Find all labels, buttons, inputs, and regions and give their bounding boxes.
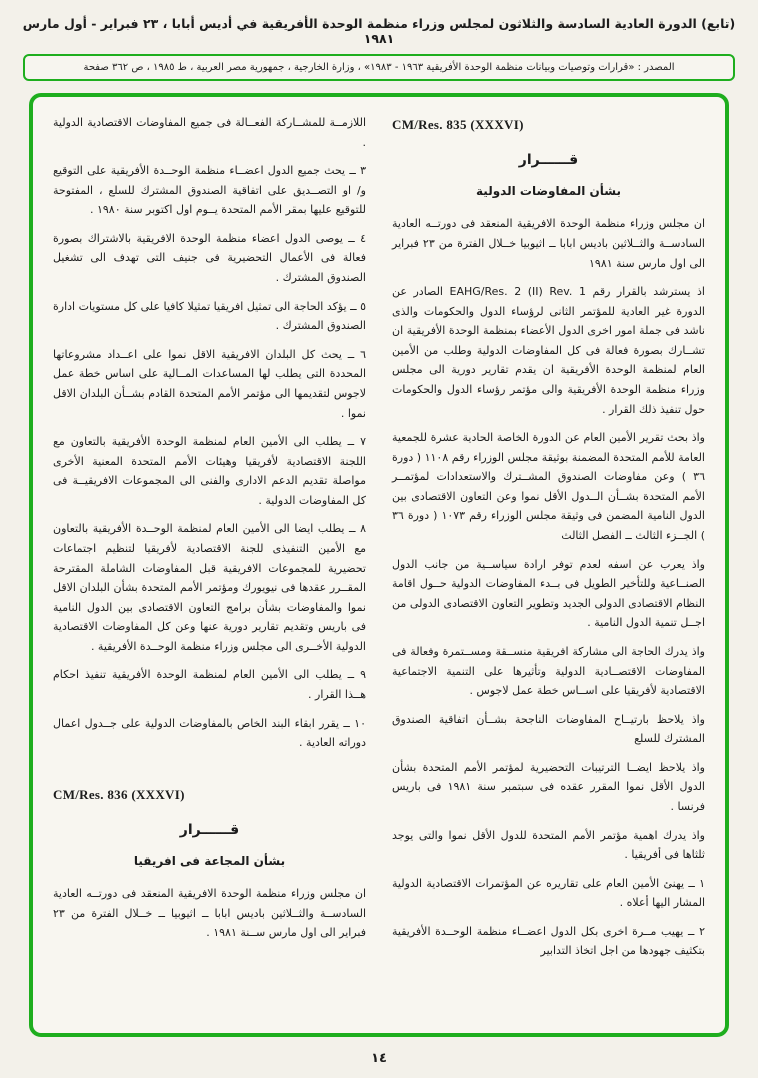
paragraph: واذ يعرب عن اسفه لعدم توفر ارادة سياســية من جانب الدول الصنــاعية وللتأخير الطويل فى بــدء المفاوضات الدولية حــول اقامة النظام الاقتصادى الدولى الجديد وتطوير التعاون الاقتصادى الدولى من اجــل تنمية الدول النامية .: [392, 557, 705, 630]
paragraph: ٦ ــ يحث كل البلدان الافريقية الاقل نموا على اعــداد مشروعاتها المحددة التى يطلب لها المساعدات المــالية على اساس خطة عمل لاجوس لتقديمها الى مؤتمر الأمم المتحدة القادم بشــأن البلدان الاقل نموا .: [53, 347, 366, 420]
session-header-line: (تابع) الدورة العادية السادسة والثلاثون لمجلس وزراء منظمة الوحدة الأفريقية في أديس أبابا ، ٢٣ فبراير - أول مارس ١٩٨١: [22, 16, 736, 46]
paragraph: ان مجلس وزراء منظمة الوحدة الافريقية المنعقد فى دورتــه العادية السادســة والثــلاثين باديس ابابا ــ اثيوبيا ــ خــلال الفترة من ٢٣ فبراير الى اول مارس ســنة ١٩٨١ .: [53, 887, 366, 940]
paragraph: ان مجلس وزراء منظمة الوحدة الافريقية المنعقد فى دورتــه العادية السادســة والثــلاثين باديس ابابا ــ اثيوبيا خــلال الفترة من ٢٣ فبراير الى اول مارس سنة ١٩٨١: [392, 217, 705, 270]
resolution-836-title: قــــــرار: [179, 821, 240, 838]
paragraph: اذ يسترشد بالقرار رقم EAHG/Res. 2 (II) Rev. 1 الصادر عن الدورة غير العادية للمؤتمر الثانى لرؤساء الدول والحكومات والذى ناشد فى جملة امور اخرى الدول الأعضاء بمنظمة الوحدة الأفريقية ان تشــارك بصورة فعالة فى كل المفاوضات الدولية وطلب من الأمين العام لمنظمة الوحدة الأفريقية ان يقدم تقارير دورية الى مجلس وزراء منظمة الوحدة الأفريقية والى مؤتمر رؤساء الدول والحكومات حول تنفيذ ذلك القرار .: [392, 285, 705, 416]
paragraph: ١ ــ يهنئ الأمين العام على تقاريره عن المؤتمرات الاقتصادية الدولية المشار اليها أعلاه .: [392, 876, 705, 910]
resolution-836-section: [53, 783, 366, 943]
column-right: [392, 113, 705, 1019]
paragraph: ٢ ــ يهيب مــرة اخرى بكل الدول اعضــاء منظمة الوحــدة الأفريقية بتكثيف جهودها من اجل اتخاذ التدابير: [392, 924, 705, 958]
paragraph: واذ يدرك اهمية مؤتمر الأمم المتحدة للدول الأقل نموا والتى يوجد ثلثاها فى أفريقيا .: [392, 828, 705, 862]
paragraph: ٧ ــ يطلب الى الأمين العام لمنظمة الوحدة الأفريقية بالتعاون مع اللجنة الاقتصادية لأفريقيا وهيئات الأمم المتحدة المعنية الأخرى مواصلة تقديم الدعم الادارى والفنى الى المجموعات الافريقيــة فى كل المفاوضات الدولية .: [53, 435, 366, 507]
paragraph: واذ يلاحظ ايضــا الترتيبات التحضيرية لمؤتمر الأمم المتحدة بشأن الدول الأقل نموا المقرر عقده فى سبتمبر سنة ١٩٨١ فى باريس فرنسا .: [392, 760, 705, 813]
paragraph: واذ يلاحظ بارتيــاح المفاوضات الناجحة بشــأن اتفاقية الصندوق المشترك للسلع: [392, 712, 705, 746]
paragraph: ٥ ــ يؤكد الحاجة الى تمثيل افريقيا تمثيلا كافيا على كل مستويات ادارة الصندوق المشترك .: [53, 299, 366, 333]
paragraph: ٤ ــ يوصى الدول اعضاء منظمة الوحدة الافريقية بالاشتراك بصورة فعالة فى الأعمال التحضيرية فى جنيف التى تهدف الى تشغيل الصندوق المشترك .: [53, 231, 366, 285]
paragraph: ٩ ــ يطلب الى الأمين العام لمنظمة الوحدة الأفريقية تنفيذ احكام هــذا القرار .: [53, 668, 366, 702]
resolution-835-subject: بشأن المفاوضات الدولية: [476, 184, 621, 199]
paragraph: ٣ ــ يحث جميع الدول اعضــاء منظمة الوحــدة الأفريقية على التوقيع و/ او التصــديق على اتفاقية الصندوق المشترك للسلع ، المفتوحة للتوقيع عليها بمقر الأمم المتحدة يــوم اول اكتوبر سنة ١٩٨٠ .: [53, 164, 366, 217]
paragraph: ١٠ ــ يقرر ابقاء البند الخاص بالمفاوضات الدولية على جــدول اعمال دوراته العادية .: [53, 716, 366, 750]
resolution-836-subject: بشأن المجاعة فى افريقيا: [133, 853, 286, 868]
resolutions-content-box: [29, 93, 729, 1037]
source-line: المصدر : «قرارات وتوصيات وبيانات منظمة الوحدة الأفريقية ١٩٦٣ - ١٩٨٣» ، وزارة الخارجية ، جمهورية مصر العربية ، ط ١٩٨٥ ، ص ٣٦٢ صفحة: [83, 62, 675, 73]
page-number: ١٤: [371, 1051, 387, 1066]
doc-ref-835: CM/Res. 835 (XXXVI): [392, 117, 524, 132]
doc-ref-836: CM/Res. 836 (XXXVI): [53, 786, 185, 802]
paragraph: واذ بحث تقرير الأمين العام عن الدورة الخاصة الحادية عشرة للجمعية العامة للأمم المتحدة المضمنة بوثيقة مجلس الوزراء رقم ١١٠٨ ( دورة ٣٦ ) وعن مفاوضات الصندوق المشــترك والاستعدادات لمؤتمــر الأمم المتحدة بشــأن الــدول الأقل نموا وعن التعاون الاقتصادى بين الدول النامية المضمن فى وثيقة مجلس الوزراء رقم ١٠٧٣ ( دورة ٣٦ ) الجــزء الثالث ــ الفصل الثالث: [392, 431, 705, 543]
paragraph: ٨ ــ يطلب ايضا الى الأمين العام لمنظمة الوحــدة الأفريقية بالتعاون مع الأمين التنفيذى للجنة الاقتصادية لأفريقيا لتنظيم اجتماعات تحضيرية للمجموعات الافريقية قبل المفاوضات الشاملة المقترحة المقــرر عقدها فى نيويورك ومؤتمر الأمم المتحدة بشأن البلدان الاقل نموا والمفاوضات بشأن برامج التعاون الاقتصادى بين الدول النامية فى باريس وتقديم تقارير دورية عنها وعن كل المفاوضات الاقتصادية الدولية الأخــرى الى مجلس وزراء منظمة الوحــدة الأفريقية .: [53, 522, 366, 653]
column-left: [53, 113, 366, 1019]
resolution-835-title: قــــــرار: [518, 152, 579, 169]
paragraph: اللازمــة للمشــاركة الفعــالة فى جميع المفاوضات الاقتصادية الدولية .: [53, 116, 366, 149]
source-box: [23, 54, 735, 81]
paragraph: واذ يدرك الحاجة الى مشاركة افريقية منســقة ومســتمرة وفعالة فى المفاوضات الاقتصــادية الدولية وتأثيرها على التنمية الاجتماعية الاقتصادية لأفريقيا على اســاس خطة عمل لاجوس .: [392, 644, 705, 698]
